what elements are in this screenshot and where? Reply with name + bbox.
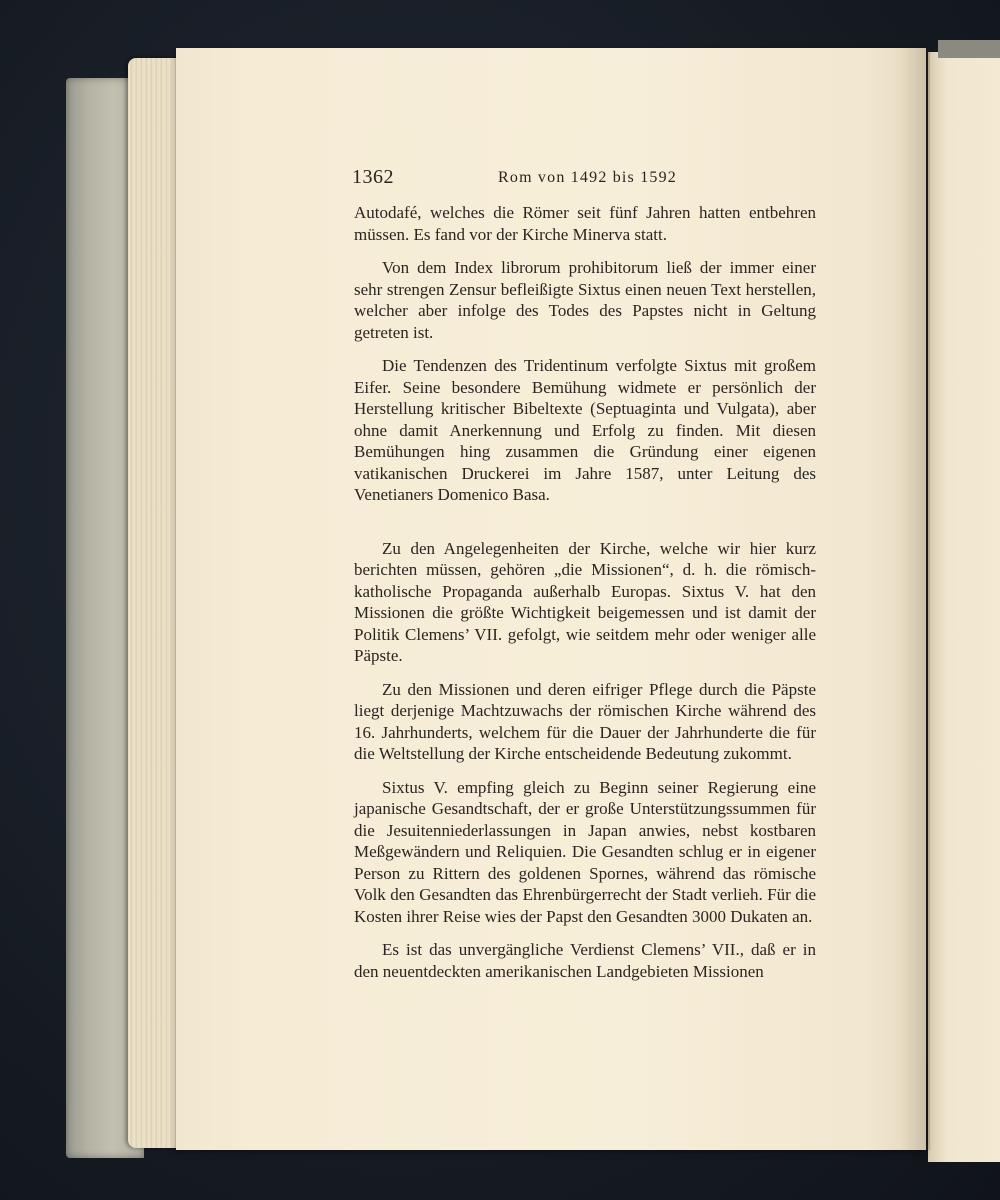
gutter-shadow <box>900 48 930 1150</box>
paragraph: Die Tendenzen des Tridentinum verfolgte Sixtus mit großem Eifer. Seine besondere Bemühung widmete er persönlich der Herstellung kritischer Bibeltexte (Septuaginta und Vulgata), aber ohne damit Anerkennung und Erfolg zu finden. Mit diesen Bemühungen hing zusammen die Gründung einer eigenen vatikanischen Druckerei im Jahre 1587, unter Leitung des Venetianers Domenico Basa. <box>354 356 816 504</box>
paragraph: Von dem Index librorum prohibitorum ließ der immer einer sehr strengen Zensur befleißigte Sixtus einen neuen Text herstellen, welcher aber infolge des Todes des Papstes nicht in Geltung getreten ist. <box>354 258 816 342</box>
paragraph: Es ist das unvergängliche Verdienst Clemens’ VII., daß er in den neuentdeckten amerikanischen Landgebieten Missionen <box>354 940 816 981</box>
facing-page-edge <box>928 52 1000 1162</box>
page-header <box>352 166 822 194</box>
paragraph: Zu den Angelegenheiten der Kirche, welche wir hier kurz berichten müssen, gehören „die Missionen“, d. h. die römisch-katholische Propaganda außerhalb Europas. Sixtus V. hat den Missionen die größte Wichtigkeit beigemessen und ist damit der Politik Clemens’ VII. gefolgt, wie seitdem mehr oder weniger alle Päpste. <box>354 538 816 665</box>
paragraph: Sixtus V. empfing gleich zu Beginn seiner Regierung eine japanische Gesandtschaft, der er große Unterstützungssummen für die Jesuitenniederlassungen in Japan anwies, nebst kostbaren Meßgewändern und Reliquien. Die Gesandten schlug er in eigener Person zu Rittern des goldenen Spornes, während das römische Volk den Gesandten das Ehrenbürgerrecht der Stadt verlieh. Für die Kosten ihrer Reise wies der Papst den Gesandten 3000 Dukaten an. <box>354 777 816 926</box>
book-cover-corner <box>938 40 1000 58</box>
body-text <box>354 202 816 994</box>
running-title: Rom von 1492 bis 1592 <box>498 169 677 186</box>
page-number: 1362 <box>352 166 394 188</box>
paragraph: Zu den Missionen und deren eifriger Pflege durch die Päpste liegt derjenige Machtzuwachs der römischen Kirche während des 16. Jahrhunderts, welchem für die Dauer der Jahrhunderte die für die Weltstellung der Kirche entscheidende Bedeutung zukommt. <box>354 679 816 763</box>
paragraph: Autodafé, welches die Römer seit fünf Jahren hatten entbehren müssen. Es fand vor der Kirche Minerva statt. <box>354 203 816 244</box>
